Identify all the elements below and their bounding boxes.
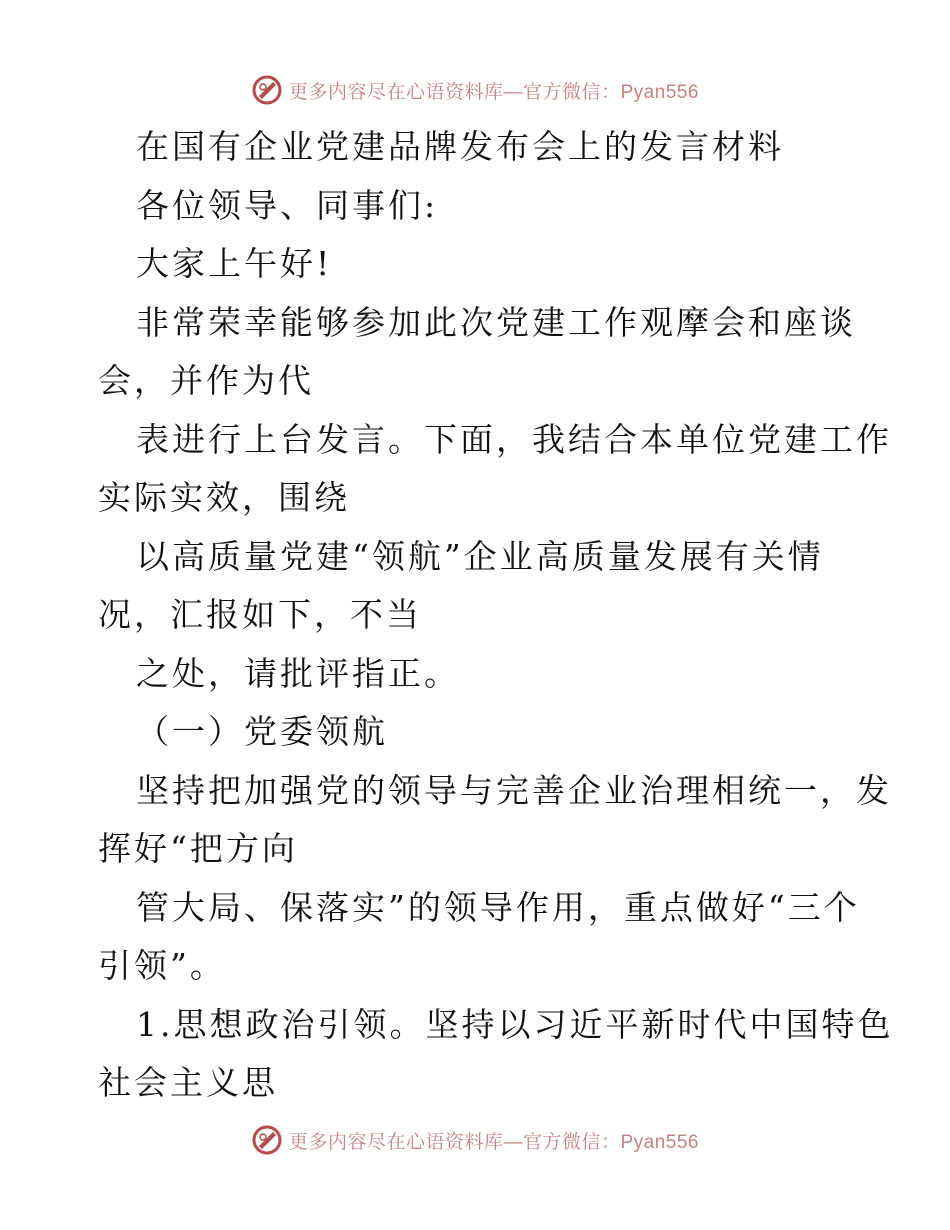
footer-banner-text: 更多内容尽在心语资料库—官方微信：Pyan556 — [288, 1131, 699, 1153]
paragraph-line: 以高质量党建“领航”企业高质量发展有关情 — [136, 536, 824, 576]
footer-banner — [0, 1120, 950, 1160]
paragraph-line: 况，汇报如下，不当 — [98, 595, 422, 634]
paragraph-line: 会，并作为代 — [98, 361, 314, 400]
brand-logo-icon — [251, 1124, 283, 1156]
paragraph-line: 表进行上台发言。下面，我结合本单位党建工作 — [136, 419, 892, 459]
brand-logo-icon — [251, 74, 283, 106]
paragraph-line: 引领”。 — [98, 946, 226, 985]
paragraph-line: 之处，请批评指正。 — [136, 653, 460, 693]
paragraph-line: 坚持把加强党的领导与完善企业治理相统一，发 — [136, 770, 892, 810]
document-body — [98, 118, 894, 1113]
paragraph-line: 实际实效，围绕 — [98, 478, 350, 517]
header-banner — [0, 70, 950, 110]
salutation: 各位领导、同事们: — [136, 185, 439, 225]
paragraph-line: 非常荣幸能够参加此次党建工作观摩会和座谈 — [136, 302, 856, 342]
paragraph-line: 管大局、保落实”的领导作用，重点做好“三个 — [136, 887, 860, 927]
paragraph-line: 社会主义思 — [98, 1063, 278, 1102]
document-title: 在国有企业党建品牌发布会上的发言材料 — [136, 127, 784, 166]
paragraph-line: 1.思想政治引领。坚持以习近平新时代中国特色 — [136, 1004, 894, 1044]
paragraph-line: 挥好“把方向 — [98, 829, 298, 868]
section-heading: （一）党委领航 — [136, 712, 388, 751]
header-banner-text: 更多内容尽在心语资料库—官方微信：Pyan556 — [288, 81, 699, 103]
greeting: 大家上午好! — [136, 244, 333, 283]
